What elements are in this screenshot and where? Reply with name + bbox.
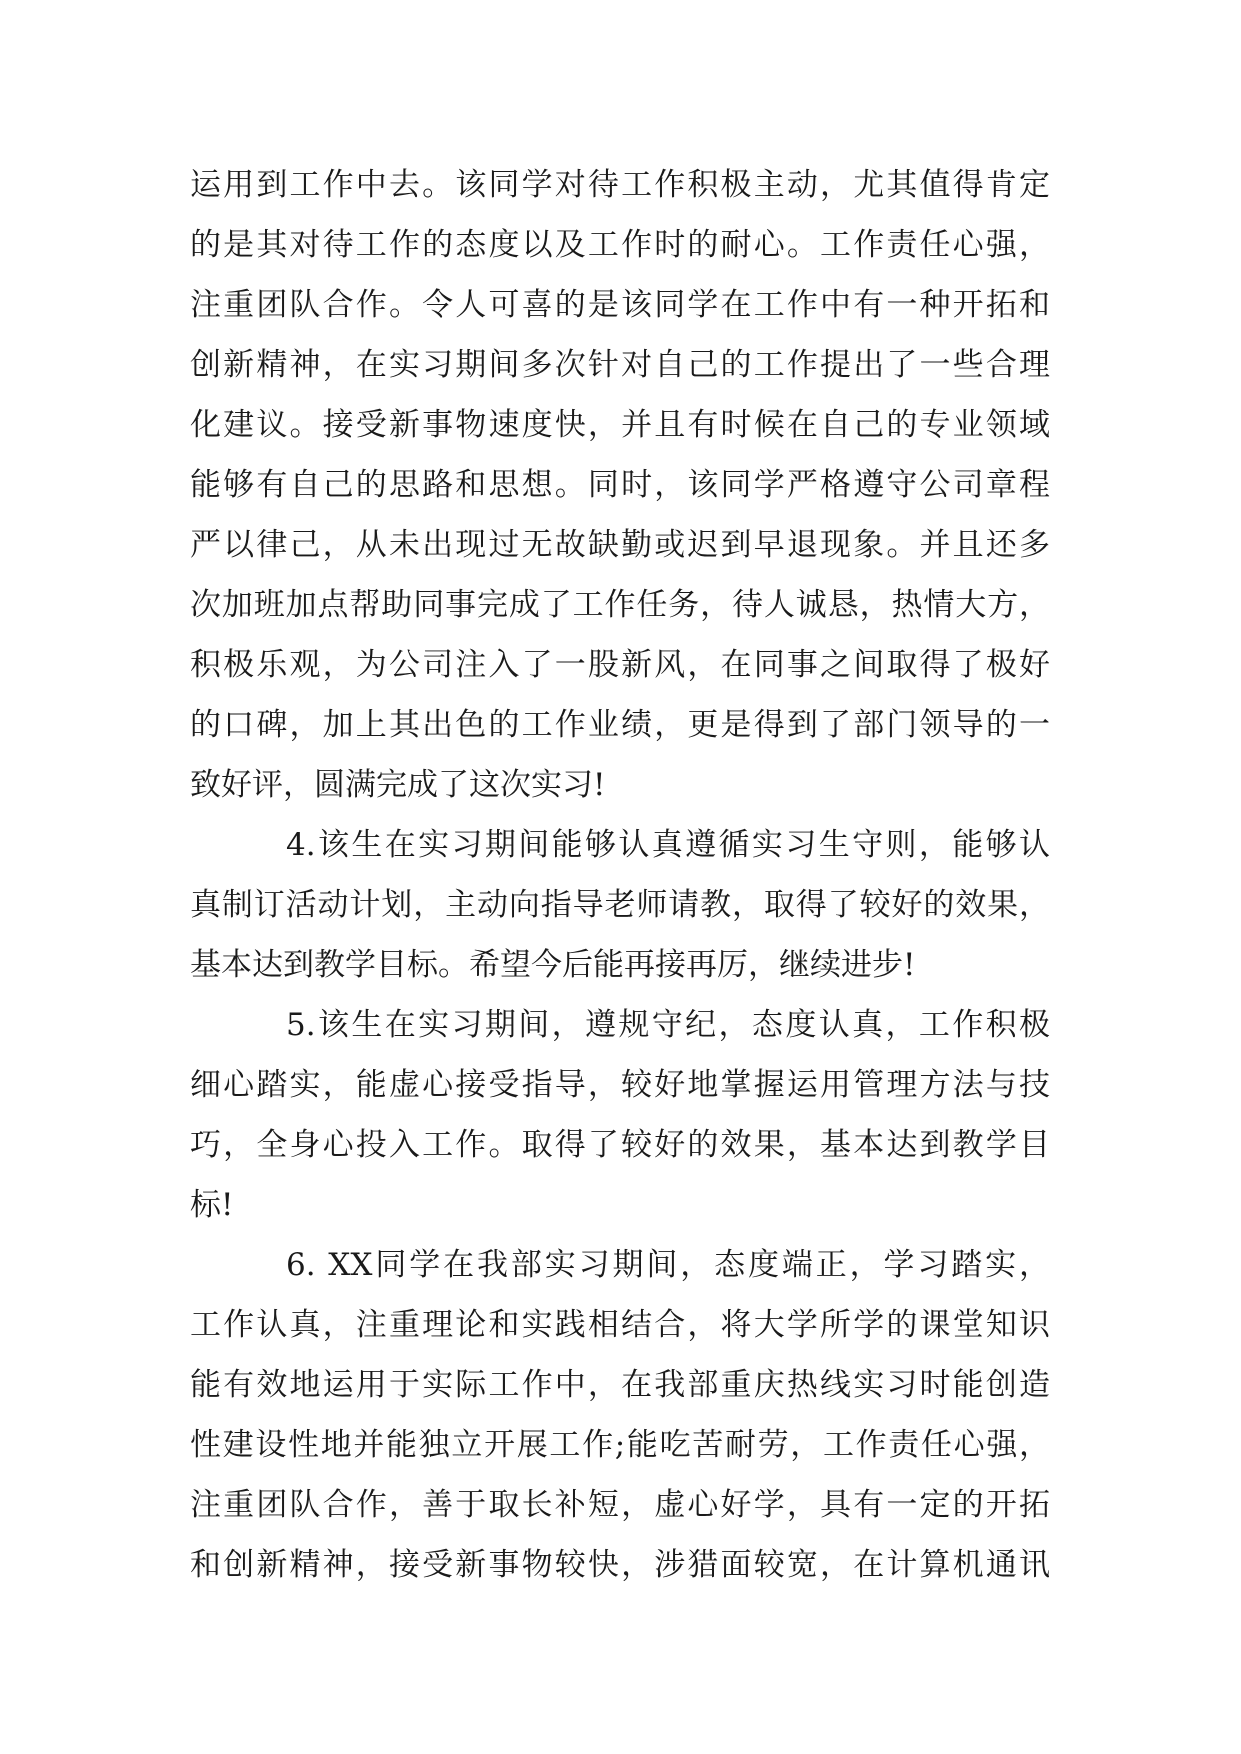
text-line: 性建设性地并能独立开展工作;能吃苦耐劳，工作责任心强， [190, 1427, 1050, 1463]
text-line: 标! [190, 1187, 234, 1223]
text-line: 致好评，圆满完成了这次实习! [190, 767, 606, 803]
text-line: 积极乐观，为公司注入了一股新风，在同事之间取得了极好 [190, 647, 1050, 683]
document-body [190, 155, 1050, 1595]
text-line: 创新精神，在实习期间多次针对自己的工作提出了一些合理 [190, 347, 1050, 383]
text-line: 能有效地运用于实际工作中，在我部重庆热线实习时能创造 [190, 1367, 1050, 1403]
text-line: 真制订活动计划，主动向指导老师请教，取得了较好的效果， [190, 887, 1050, 923]
text-line: 化建议。接受新事物速度快，并且有时候在自己的专业领域 [190, 407, 1050, 443]
text-line: 注重团队合作。令人可喜的是该同学在工作中有一种开拓和 [190, 287, 1050, 323]
text-line: 运用到工作中去。该同学对待工作积极主动，尤其值得肯定 [190, 167, 1050, 203]
text-line: 细心踏实，能虚心接受指导，较好地掌握运用管理方法与技 [190, 1067, 1050, 1103]
text-line: 严以律己，从未出现过无故缺勤或迟到早退现象。并且还多 [190, 527, 1050, 563]
text-line: 能够有自己的思路和思想。同时，该同学严格遵守公司章程 [190, 467, 1050, 503]
paragraph-5-first-line: 5.该生在实习期间，遵规守纪，态度认真，工作积极 [286, 1007, 1050, 1043]
text-line: 次加班加点帮助同事完成了工作任务，待人诚恳，热情大方， [190, 587, 1050, 623]
text-line: 基本达到教学目标。希望今后能再接再厉，继续进步! [190, 947, 916, 983]
text-line: 的口碑，加上其出色的工作业绩，更是得到了部门领导的一 [190, 707, 1050, 743]
text-line: 巧，全身心投入工作。取得了较好的效果，基本达到教学目 [190, 1127, 1050, 1163]
text-line: 工作认真，注重理论和实践相结合，将大学所学的课堂知识 [190, 1307, 1050, 1343]
text-line: 和创新精神，接受新事物较快，涉猎面较宽，在计算机通讯 [190, 1547, 1050, 1583]
paragraph-6-first-line: 6. XX同学在我部实习期间，态度端正，学习踏实， [286, 1247, 1050, 1283]
text-line: 的是其对待工作的态度以及工作时的耐心。工作责任心强， [190, 227, 1050, 263]
paragraph-4-first-line: 4.该生在实习期间能够认真遵循实习生守则，能够认 [286, 827, 1050, 863]
text-line: 注重团队合作，善于取长补短，虚心好学，具有一定的开拓 [190, 1487, 1050, 1523]
